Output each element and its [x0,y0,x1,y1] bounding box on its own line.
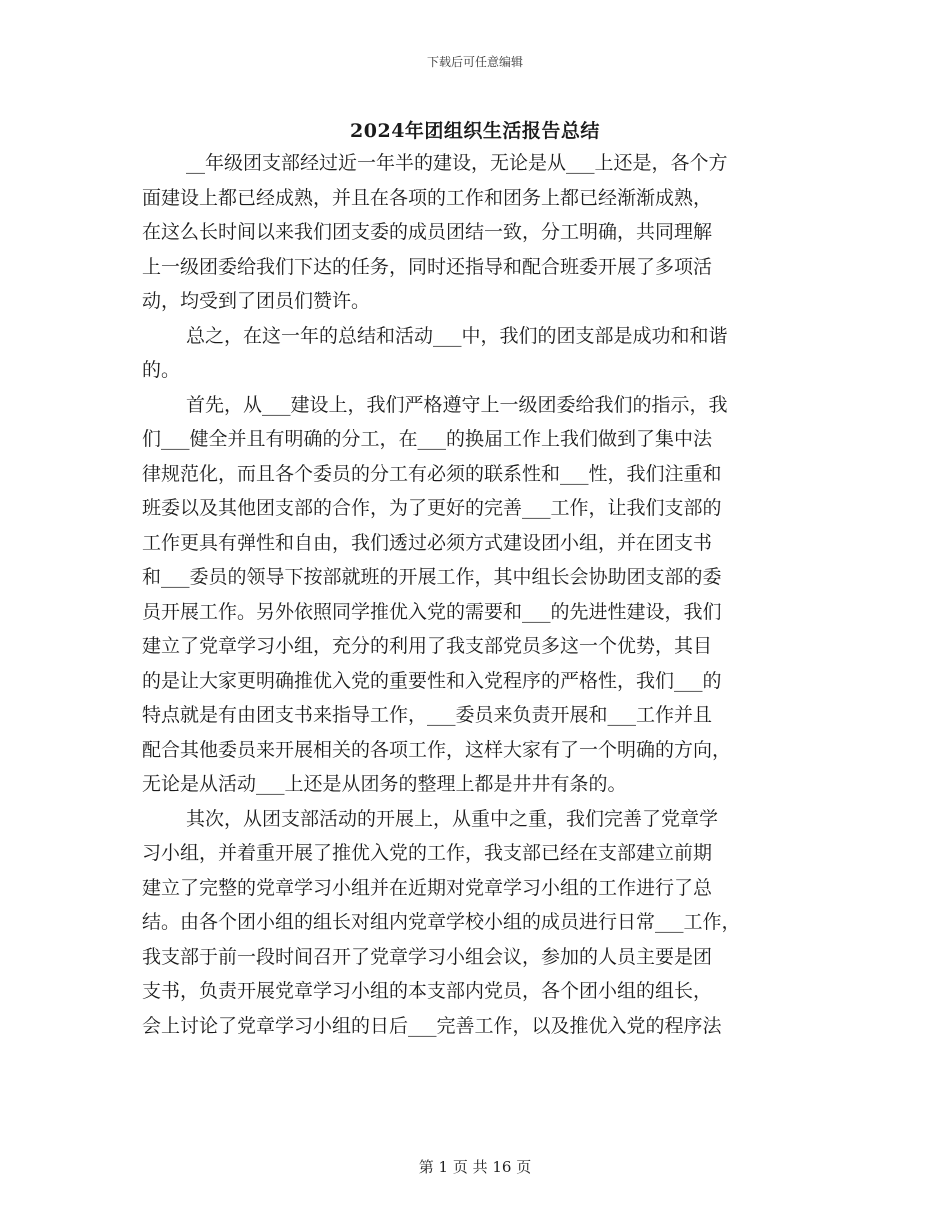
body-line: 特点就是有由团支书来指导工作，___委员来负责开展和___工作并且 [142,704,713,726]
body-line: 其次，从团支部活动的开展上，从重中之重，我们完善了党章学 [186,807,719,830]
body-line: 配合其他委员来开展相关的各项工作，这样大家有了一个明确的方向， [142,738,732,761]
body-line: 首先，从___建设上，我们严格遵守上一级团委给我们的指示，我 [186,393,728,416]
body-line: 在这么长时间以来我们团支委的成员团结一致，分工明确，共同理解 [142,221,713,243]
body-line: 建立了完整的党章学习小组并在近期对党章学习小组的工作进行了总 [142,876,713,899]
body-line: 员开展工作。另外依照同学推优入党的需要和___的先进性建设，我们 [142,600,722,623]
header-note: 下载后可任意编辑 [426,55,523,69]
body-line: 习小组，并着重开展了推优入党的工作，我支部已经在支部建立前期 [142,842,713,864]
body-line: __年级团支部经过近一年半的建设，无论是从___上还是，各个方 [186,152,728,174]
body-line: 我支部于前一段时间召开了党章学习小组会议，参加的人员主要是团 [142,945,713,968]
body-line: 面建设上都已经成熟，并且在各项的工作和团务上都已经渐渐成熟， [142,186,713,209]
document-title: 2024年团组织生活报告总结 [350,120,600,142]
body-line: 结。由各个团小组的组长对组内党章学校小组的成员进行日常___工作， [142,911,741,933]
body-line: 支书，负责开展党章学习小组的本支部内党员，各个团小组的组长， [142,980,713,1002]
document-body [142,146,814,1043]
body-line: 上一级团委给我们下达的任务，同时还指导和配合班委开展了多项活 [142,255,713,278]
body-line: 会上讨论了党章学习小组的日后___完善工作，以及推优入党的程序法 [142,1014,722,1037]
body-line: 工作更具有弹性和自由，我们透过必须方式建设团小组，并在团支书 [142,531,713,554]
body-line: 无论是从活动___上还是从团务的整理上都是井井有条的。 [142,773,627,795]
page-number: 第 1 页 共 16 页 [418,1158,532,1176]
body-line: 总之，在这一年的总结和活动___中，我们的团支部是成功和和谐 [186,324,728,347]
body-line: 律规范化，而且各个委员的分工有必须的联系性和___性，我们注重和 [142,462,722,485]
body-line: 的。 [142,359,181,381]
body-line: 们___健全并且有明确的分工，在___的换届工作上我们做到了集中法 [142,428,713,450]
body-line: 班委以及其他团支部的合作，为了更好的完善___工作，让我们支部的 [142,497,722,519]
body-line: 的是让大家更明确推优入党的重要性和入党程序的严格性，我们___的 [142,669,722,692]
body-line: 动，均受到了团员们赞许。 [142,290,371,312]
body-line: 和___委员的领导下按部就班的开展工作，其中组长会协助团支部的委 [142,566,722,588]
body-line: 建立了党章学习小组，充分的利用了我支部党员多这一个优势，其目 [142,635,713,657]
